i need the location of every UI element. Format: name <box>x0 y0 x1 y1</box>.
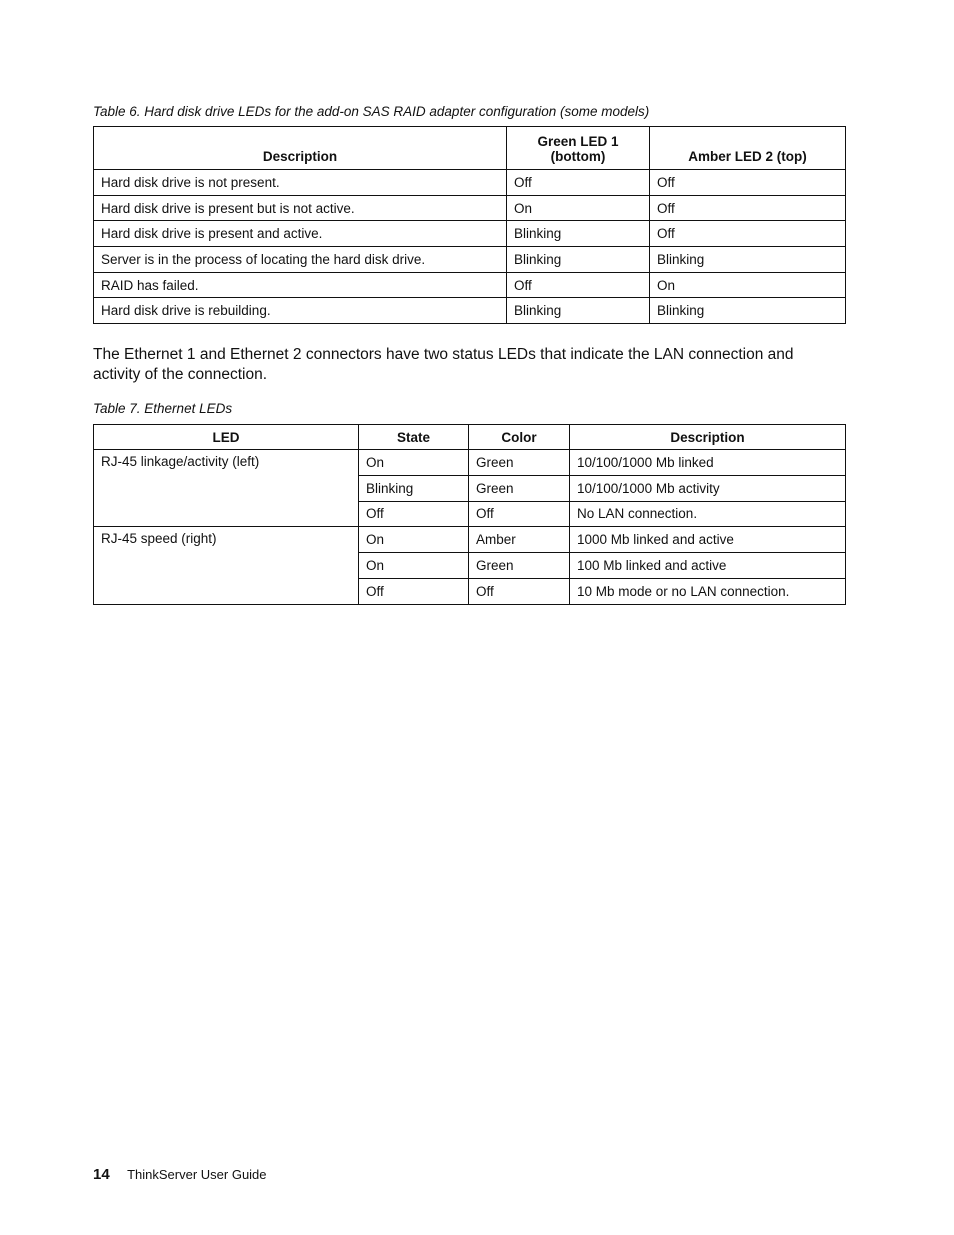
table-cell: Off <box>507 272 650 298</box>
column-header-description: Description <box>570 425 846 450</box>
table-row <box>94 247 846 273</box>
table-cell: Off <box>359 578 469 604</box>
table-row <box>94 298 846 324</box>
led-name-cell: RJ-45 linkage/activity (left) <box>94 450 359 527</box>
table-cell: Hard disk drive is present and active. <box>94 221 507 247</box>
table-cell: 10/100/1000 Mb linked <box>570 450 846 476</box>
table-cell: RAID has failed. <box>94 272 507 298</box>
table-cell: Off <box>650 195 846 221</box>
ethernet-led-table <box>93 424 846 605</box>
table-cell: Blinking <box>507 298 650 324</box>
table-row <box>94 450 846 476</box>
ethernet-paragraph: The Ethernet 1 and Ethernet 2 connectors have two status LEDs that indicate the LAN connection and activity of the connection. <box>93 346 794 383</box>
column-header-color: Color <box>469 425 570 450</box>
table-row <box>94 272 846 298</box>
column-header-description: Description <box>94 127 507 170</box>
table-cell: 10/100/1000 Mb activity <box>570 475 846 501</box>
table-cell: Off <box>650 170 846 196</box>
table-row <box>94 221 846 247</box>
table-header-row <box>94 127 846 170</box>
table-row <box>94 195 846 221</box>
table-cell: On <box>359 450 469 476</box>
column-header-state: State <box>359 425 469 450</box>
table7-caption: Table 7. Ethernet LEDs <box>93 401 233 416</box>
table-cell: Blinking <box>650 247 846 273</box>
table-cell: 10 Mb mode or no LAN connection. <box>570 578 846 604</box>
column-header-led: LED <box>94 425 359 450</box>
table-cell: On <box>359 527 469 553</box>
table-cell: Off <box>507 170 650 196</box>
table-cell: Off <box>469 578 570 604</box>
table-cell: Blinking <box>507 221 650 247</box>
table-cell: On <box>650 272 846 298</box>
page-footer <box>93 1166 267 1183</box>
table-cell: 1000 Mb linked and active <box>570 527 846 553</box>
table-cell: Blinking <box>650 298 846 324</box>
table-header-row <box>94 425 846 450</box>
table-cell: Blinking <box>359 475 469 501</box>
table-cell: Green <box>469 553 570 579</box>
table-cell: 100 Mb linked and active <box>570 553 846 579</box>
table-cell: Green <box>469 475 570 501</box>
column-header-green-led <box>507 127 650 170</box>
table-cell: Green <box>469 450 570 476</box>
table-cell: Hard disk drive is not present. <box>94 170 507 196</box>
table-row <box>94 527 846 553</box>
column-header-amber-led: Amber LED 2 (top) <box>650 127 846 170</box>
table-cell: On <box>359 553 469 579</box>
table6-caption: Table 6. Hard disk drive LEDs for the add-on SAS RAID adapter configuration (some models) <box>93 104 650 119</box>
column-header-green-led-text: Green LED 1 (bottom) <box>537 134 619 164</box>
table-cell: Hard disk drive is rebuilding. <box>94 298 507 324</box>
table-cell: On <box>507 195 650 221</box>
table-cell: Blinking <box>507 247 650 273</box>
table-cell: Off <box>359 501 469 527</box>
table-row <box>94 170 846 196</box>
table-cell: No LAN connection. <box>570 501 846 527</box>
table-cell: Amber <box>469 527 570 553</box>
table-cell: Off <box>650 221 846 247</box>
table-cell: Hard disk drive is present but is not active. <box>94 195 507 221</box>
table-cell: Off <box>469 501 570 527</box>
table-cell: Server is in the process of locating the hard disk drive. <box>94 247 507 273</box>
hdd-led-table <box>93 126 846 324</box>
led-name-cell: RJ-45 speed (right) <box>94 527 359 604</box>
footer-title: ThinkServer User Guide <box>127 1167 267 1182</box>
page-number: 14 <box>93 1166 110 1183</box>
